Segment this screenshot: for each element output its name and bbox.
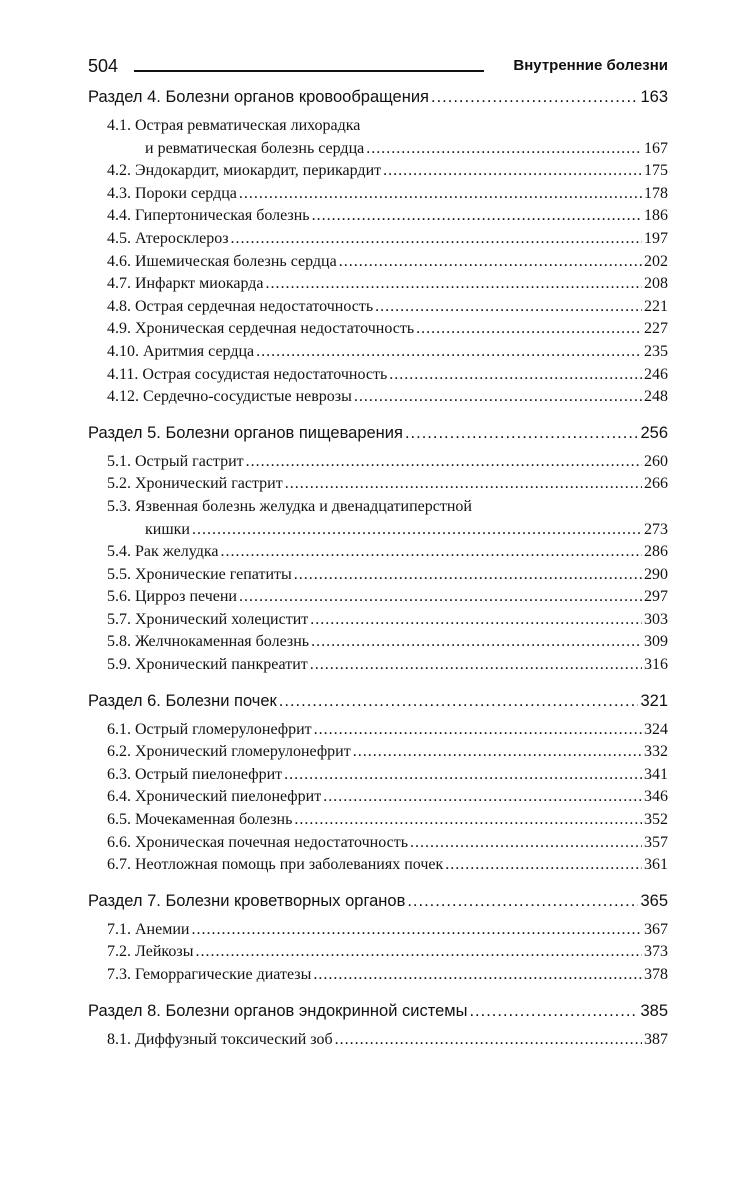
dot-leader xyxy=(339,251,642,274)
entry-title: Хронические гепатиты xyxy=(135,565,292,583)
entry-title: Хронический гастрит xyxy=(135,475,283,493)
dot-leader xyxy=(314,719,642,742)
entry-page: 367 xyxy=(644,920,668,938)
entry-number: 5.6. xyxy=(107,588,131,606)
entry-page: 324 xyxy=(644,720,668,738)
toc-section xyxy=(88,688,668,877)
entry-page: 373 xyxy=(644,943,668,961)
entry-page: 235 xyxy=(644,342,668,360)
entry-number: 5.2. xyxy=(107,475,131,493)
entry-title: Неотложная помощь при заболеваниях почек xyxy=(135,856,444,874)
dot-leader xyxy=(285,473,642,496)
section-page: 385 xyxy=(640,1001,668,1020)
dot-leader xyxy=(405,420,639,446)
section-page: 163 xyxy=(640,88,668,106)
entry-number: 4.4. xyxy=(107,207,131,225)
entry-page: 266 xyxy=(644,475,668,493)
header-rule xyxy=(134,70,484,72)
entry-number: 4.6. xyxy=(107,252,131,270)
entry-title: Хронический гломерулонефрит xyxy=(135,743,351,761)
dot-leader xyxy=(294,809,642,832)
entry-title: Мочекаменная болезнь xyxy=(135,811,293,829)
toc-entry[interactable] xyxy=(88,654,668,677)
toc-entry[interactable] xyxy=(88,919,668,942)
entry-page: 346 xyxy=(644,788,668,806)
dot-leader xyxy=(431,84,638,110)
entry-title: Хроническая почечная недостаточность xyxy=(135,833,409,851)
entry-title: Гипертоническая болезнь xyxy=(135,207,310,225)
entry-page: 202 xyxy=(644,252,668,270)
entry-number: 4.11. xyxy=(107,365,139,383)
dot-leader xyxy=(220,541,642,564)
dot-leader xyxy=(294,564,642,587)
entry-title: Острый гастрит xyxy=(135,452,244,470)
dot-leader xyxy=(231,228,642,251)
dot-leader xyxy=(195,941,642,964)
dot-leader xyxy=(354,386,642,409)
entry-number: 6.2. xyxy=(107,743,131,761)
entry-title: Аритмия сердца xyxy=(143,342,255,360)
entry-number: 4.12. xyxy=(107,388,139,406)
entry-number: 5.8. xyxy=(107,633,131,651)
entry-number: 8.1. xyxy=(107,1030,131,1048)
entry-number: 6.7. xyxy=(107,856,131,874)
entry-title: Пороки сердца xyxy=(135,184,237,202)
entry-page: 167 xyxy=(644,139,668,157)
entry-number: 7.3. xyxy=(107,966,131,983)
dot-leader xyxy=(353,741,642,764)
entry-page: 221 xyxy=(644,297,668,315)
entry-page: 332 xyxy=(644,743,668,761)
entry-page: 248 xyxy=(644,388,668,406)
toc-entry[interactable] xyxy=(88,631,668,654)
toc-entry[interactable] xyxy=(88,541,668,564)
entry-page: 361 xyxy=(644,856,668,874)
toc-entry[interactable] xyxy=(88,964,668,987)
entry-number: 6.3. xyxy=(107,765,131,783)
section-heading[interactable] xyxy=(88,420,668,446)
entry-number: 6.4. xyxy=(107,788,131,806)
section-title: Раздел 6. Болезни почек xyxy=(88,691,277,710)
toc-entry[interactable] xyxy=(88,719,668,742)
toc-entry[interactable] xyxy=(88,296,668,319)
entry-number: 6.5. xyxy=(107,811,131,829)
entry-page: 286 xyxy=(644,543,668,561)
dot-leader xyxy=(312,205,642,228)
toc-section xyxy=(88,420,668,677)
entry-number: 7.1. xyxy=(107,920,131,938)
entry-title: Атеросклероз xyxy=(135,229,229,247)
toc-entry[interactable] xyxy=(88,496,668,541)
toc-entry[interactable] xyxy=(88,832,668,855)
entry-title: Острый гломерулонефрит xyxy=(135,720,312,738)
section-heading[interactable] xyxy=(88,888,668,914)
entry-page: 378 xyxy=(644,966,668,983)
entry-number: 4.5. xyxy=(107,229,131,247)
toc-entry[interactable] xyxy=(88,764,668,787)
section-title: Раздел 8. Болезни органов эндокринной системы xyxy=(88,1001,468,1020)
entry-page: 186 xyxy=(644,207,668,225)
entry-page: 303 xyxy=(644,610,668,628)
dot-leader xyxy=(311,631,642,654)
toc-entry[interactable] xyxy=(88,115,668,160)
toc-entry[interactable] xyxy=(88,451,668,474)
entry-page: 357 xyxy=(644,833,668,851)
dot-leader xyxy=(366,138,642,161)
toc-section xyxy=(88,888,668,987)
toc-entry[interactable] xyxy=(88,941,668,964)
page-header xyxy=(88,52,668,80)
dot-leader xyxy=(266,273,643,296)
dot-leader xyxy=(407,888,638,914)
entry-number: 4.3. xyxy=(107,184,131,202)
entry-title: Хронический пиелонефрит xyxy=(135,788,322,806)
entry-page: 227 xyxy=(644,320,668,338)
toc-section xyxy=(88,84,668,409)
entry-title-line1: Язвенная болезнь желудка и двенадцатиперстной xyxy=(135,497,472,515)
dot-leader xyxy=(284,764,642,787)
page-number: 504 xyxy=(88,56,119,76)
dot-leader xyxy=(310,654,642,677)
toc-entry[interactable] xyxy=(88,318,668,341)
entry-page: 197 xyxy=(644,229,668,247)
entry-number: 6.1. xyxy=(107,720,131,738)
table-of-contents xyxy=(88,84,668,1062)
toc-entry[interactable] xyxy=(88,205,668,228)
toc-entry[interactable] xyxy=(88,609,668,632)
dot-leader xyxy=(192,519,642,542)
section-title: Раздел 4. Болезни органов кровообращения xyxy=(88,88,429,106)
entry-number: 4.1. xyxy=(107,117,131,134)
entry-number: 5.3. xyxy=(107,497,131,515)
entry-title: Диффузный токсический зоб xyxy=(135,1030,333,1048)
entry-page: 246 xyxy=(644,365,668,383)
entry-number: 5.5. xyxy=(107,565,131,583)
entry-title: Лейкозы xyxy=(135,943,194,961)
toc-entry[interactable] xyxy=(88,364,668,387)
dot-leader xyxy=(313,964,642,987)
dot-leader xyxy=(445,854,642,877)
toc-section xyxy=(88,998,668,1052)
entry-first-line xyxy=(88,115,668,138)
entry-title: Инфаркт миокарда xyxy=(135,275,264,293)
toc-entry[interactable] xyxy=(88,341,668,364)
toc-entry[interactable] xyxy=(88,473,668,496)
dot-leader xyxy=(256,341,642,364)
entry-page: 260 xyxy=(644,452,668,470)
dot-leader xyxy=(191,919,642,942)
entry-page: 208 xyxy=(644,275,668,293)
entry-second-line xyxy=(88,138,668,161)
entry-page: 290 xyxy=(644,565,668,583)
entry-number: 4.9. xyxy=(107,320,131,338)
entry-title: Ишемическая болезнь сердца xyxy=(135,252,337,270)
toc-entry[interactable] xyxy=(88,228,668,251)
dot-leader xyxy=(239,586,642,609)
entry-title: Желчнокаменная болезнь xyxy=(135,633,310,651)
entry-title: Рак желудка xyxy=(135,543,219,561)
entry-title: Хронический холецистит xyxy=(135,610,309,628)
toc-entry[interactable] xyxy=(88,809,668,832)
entry-page: 297 xyxy=(644,588,668,606)
entry-title: Геморрагические диатезы xyxy=(135,966,312,983)
entry-number: 5.7. xyxy=(107,610,131,628)
entry-number: 6.6. xyxy=(107,833,131,851)
toc-entry[interactable] xyxy=(88,160,668,183)
entry-number: 4.7. xyxy=(107,275,131,293)
section-heading[interactable] xyxy=(88,998,668,1024)
entry-page: 178 xyxy=(644,184,668,202)
entry-page: 341 xyxy=(644,765,668,783)
entry-number: 4.10. xyxy=(107,342,139,360)
entry-number: 5.1. xyxy=(107,452,131,470)
toc-entry[interactable] xyxy=(88,1029,668,1052)
toc-entry[interactable] xyxy=(88,854,668,877)
toc-entry[interactable] xyxy=(88,251,668,274)
dot-leader xyxy=(279,688,639,714)
entry-title-line2: кишки xyxy=(145,520,190,538)
section-page: 256 xyxy=(640,423,668,442)
entry-title: Хроническая сердечная недостаточность xyxy=(135,320,415,338)
toc-entry[interactable] xyxy=(88,586,668,609)
entry-number: 5.9. xyxy=(107,656,131,674)
entry-page: 387 xyxy=(644,1030,668,1048)
dot-leader xyxy=(310,609,642,632)
dot-leader xyxy=(323,786,642,809)
entry-title: Острая сосудистая недостаточность xyxy=(142,365,388,383)
dot-leader xyxy=(416,318,642,341)
entry-title: Острая сердечная недостаточность xyxy=(135,297,374,315)
entry-title-line1: Острая ревматическая лихорадка xyxy=(135,117,361,134)
entry-page: 316 xyxy=(644,656,668,674)
dot-leader xyxy=(383,160,642,183)
running-title: Внутренние болезни xyxy=(513,57,668,74)
dot-leader xyxy=(410,832,642,855)
dot-leader xyxy=(239,183,642,206)
entry-title: Сердечно-сосудистые неврозы xyxy=(143,388,352,406)
section-heading[interactable] xyxy=(88,84,668,110)
toc-entry[interactable] xyxy=(88,741,668,764)
entry-title: Острый пиелонефрит xyxy=(135,765,283,783)
entry-second-line xyxy=(88,519,668,542)
section-title: Раздел 5. Болезни органов пищеварения xyxy=(88,423,403,442)
dot-leader xyxy=(246,451,642,474)
toc-entry[interactable] xyxy=(88,183,668,206)
entry-number: 4.8. xyxy=(107,297,131,315)
section-page: 365 xyxy=(640,891,668,910)
entry-page: 175 xyxy=(644,162,668,180)
entry-page: 352 xyxy=(644,811,668,829)
toc-entry[interactable] xyxy=(88,273,668,296)
entry-number: 5.4. xyxy=(107,543,131,561)
toc-entry[interactable] xyxy=(88,786,668,809)
entry-title: Цирроз печени xyxy=(135,588,237,606)
entry-number: 7.2. xyxy=(107,943,131,961)
dot-leader xyxy=(375,296,642,319)
section-page: 321 xyxy=(640,691,668,710)
section-heading[interactable] xyxy=(88,688,668,714)
entry-title: Хронический панкреатит xyxy=(135,656,308,674)
section-title: Раздел 7. Болезни кроветворных органов xyxy=(88,891,406,910)
entry-title: Анемии xyxy=(135,920,190,938)
toc-entry[interactable] xyxy=(88,564,668,587)
entry-title-line2: и ревматическая болезнь сердца xyxy=(145,139,365,157)
toc-entry[interactable] xyxy=(88,386,668,409)
dot-leader xyxy=(389,364,642,387)
entry-number: 4.2. xyxy=(107,162,131,180)
entry-title: Эндокардит, миокардит, перикардит xyxy=(135,162,382,180)
dot-leader xyxy=(335,1029,642,1052)
entry-first-line xyxy=(88,496,668,519)
entry-page: 309 xyxy=(644,633,668,651)
dot-leader xyxy=(469,998,638,1024)
entry-page: 273 xyxy=(644,520,668,538)
